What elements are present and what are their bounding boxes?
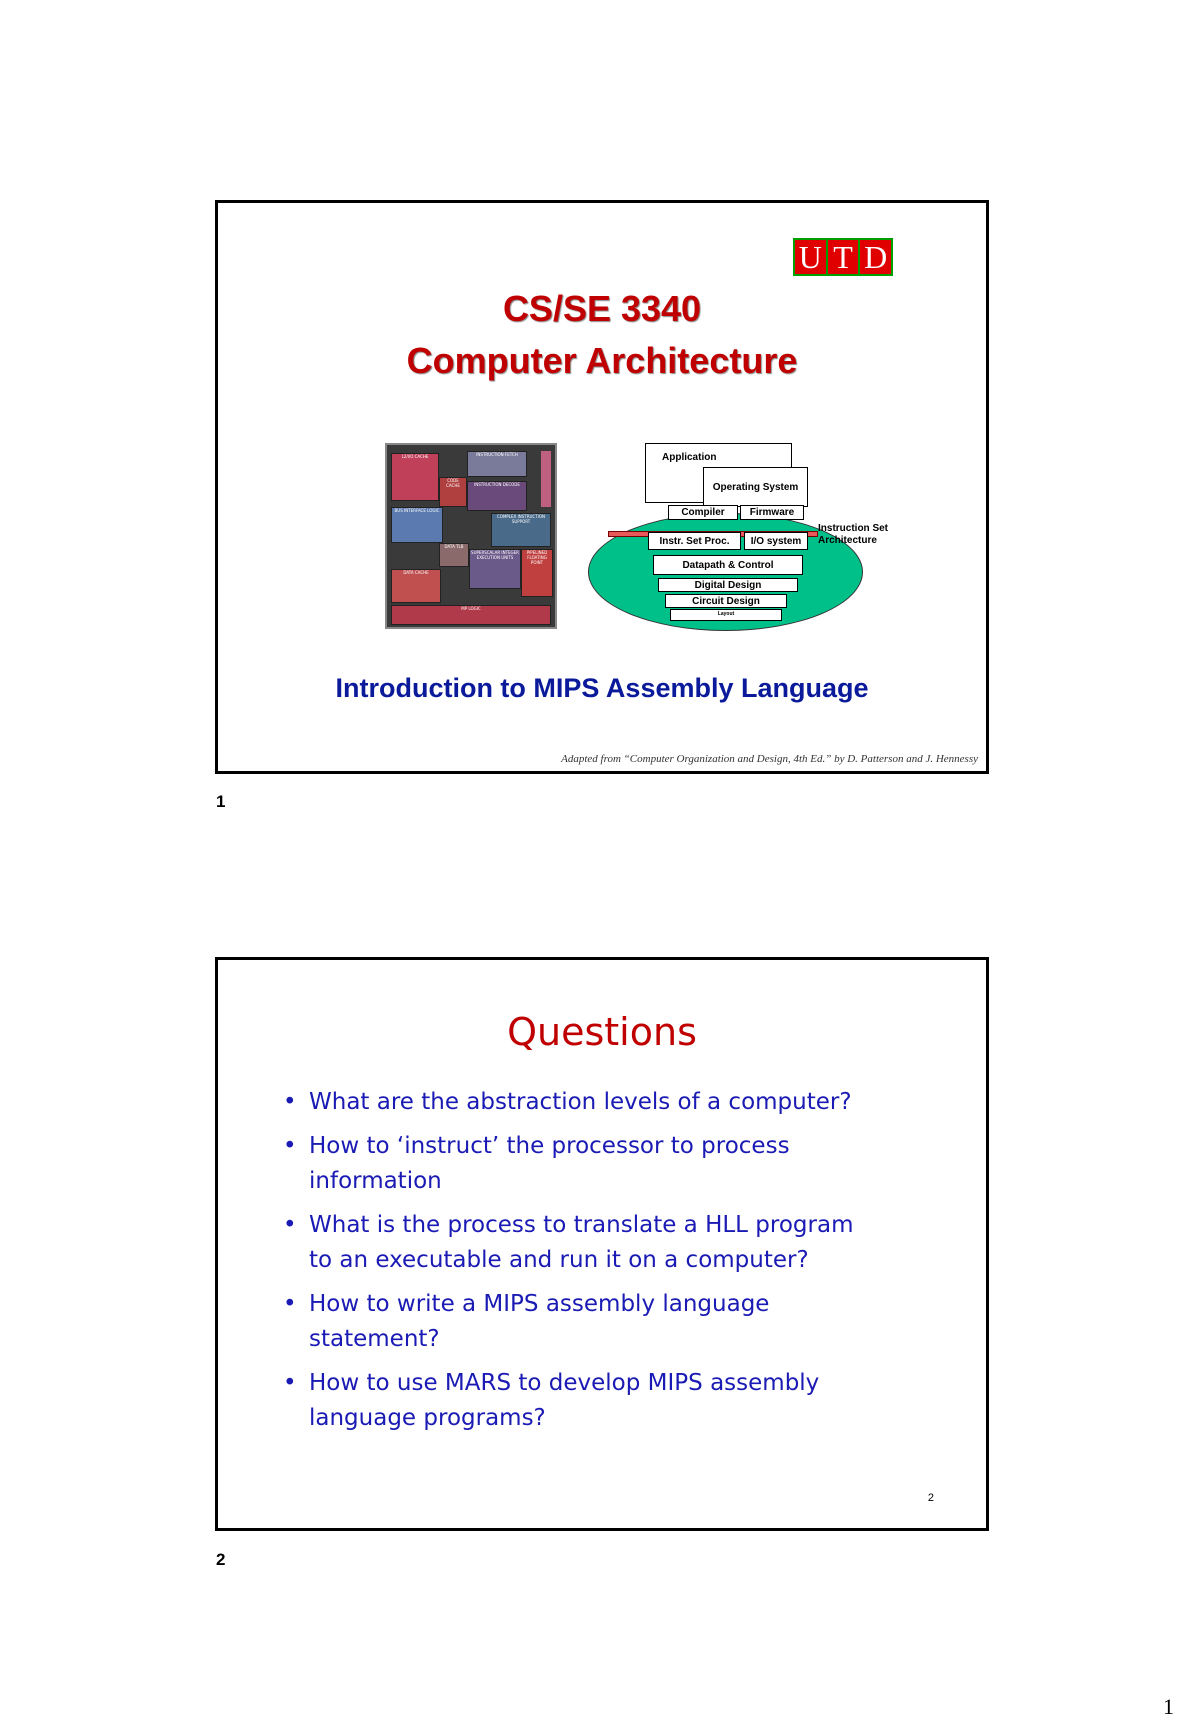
layer-firmware: Firmware <box>740 505 804 520</box>
chip-block-fetch: INSTRUCTION FETCH <box>467 451 527 477</box>
logo-letter-d: D <box>860 240 891 274</box>
list-item: • How to ‘instruct’ the processor to process information <box>283 1129 883 1199</box>
layer-instr-set-proc: Instr. Set Proc. <box>648 532 741 550</box>
layer-digital-design: Digital Design <box>658 578 798 592</box>
slide-subtitle: Introduction to MIPS Assembly Language <box>335 673 869 703</box>
layer-application: Application <box>645 443 792 503</box>
question-list <box>283 1085 883 1445</box>
layer-io-system: I/O system <box>744 532 808 550</box>
chip-block-side <box>541 451 551 507</box>
layer-circuit-design: Circuit Design <box>665 594 787 608</box>
course-code: CS/SE 3340 <box>502 288 702 329</box>
chip-block-tlb: DATA TLB <box>439 543 469 567</box>
chip-block-mp: MP LOGIC <box>391 605 551 625</box>
list-item: • How to write a MIPS assembly language statement? <box>283 1287 883 1357</box>
course-title: Computer Architecture <box>406 340 798 381</box>
slide-2-number: 2 <box>216 1550 226 1569</box>
list-item: • What are the abstraction levels of a computer? <box>283 1085 883 1120</box>
bullet-icon: • <box>283 1089 297 1115</box>
chip-block-bus: BUS INTERFACE LOGIC <box>391 507 443 543</box>
logo-letter-t: T <box>828 240 859 274</box>
bullet-icon: • <box>283 1291 297 1317</box>
bullet-icon: • <box>283 1133 297 1159</box>
bullet-icon: • <box>283 1212 297 1238</box>
slide-title: Questions <box>507 1010 697 1054</box>
chip-block-decode: INSTRUCTION DECODE <box>467 481 527 511</box>
slide-1 <box>215 200 989 774</box>
bullet-icon: • <box>283 1370 297 1396</box>
chip-block-l2: L2/I/O CACHE <box>391 453 439 501</box>
chip-block-fp: PIPELINED FLOATING POINT <box>521 549 553 597</box>
isa-label: Instruction Set Architecture <box>818 523 889 546</box>
logo-letter-u: U <box>795 240 826 274</box>
layer-operating-system: Operating System <box>703 467 808 507</box>
slide-1-number: 1 <box>216 792 226 811</box>
layer-datapath-control: Datapath & Control <box>653 555 803 575</box>
slide-inner-number: 2 <box>927 1492 934 1504</box>
utd-logo <box>793 238 893 276</box>
credit-line: Adapted from “Computer Organization and Design, 4th Ed.” by D. Patterson and J. Hennessy <box>561 753 978 765</box>
list-item: • How to use MARS to develop MIPS assembly language programs? <box>283 1366 883 1436</box>
chip-block-complex: COMPLEX INSTRUCTION SUPPORT <box>491 513 551 547</box>
chip-block-superscalar: SUPERSCALAR INTEGER EXECUTION UNITS <box>469 549 521 589</box>
page-number: 1 <box>1163 1694 1174 1719</box>
chip-block-code-cache: CODE CACHE <box>439 477 467 507</box>
chip-block-data-cache: DATA CACHE <box>391 569 441 603</box>
layer-compiler: Compiler <box>668 505 738 520</box>
slide-2 <box>215 957 989 1531</box>
abstraction-layers-diagram <box>588 443 908 643</box>
layer-layout: Layout <box>670 609 782 621</box>
list-item: • What is the process to translate a HLL program to an executable and run it on a computer? <box>283 1208 883 1278</box>
processor-die-image <box>385 443 557 629</box>
